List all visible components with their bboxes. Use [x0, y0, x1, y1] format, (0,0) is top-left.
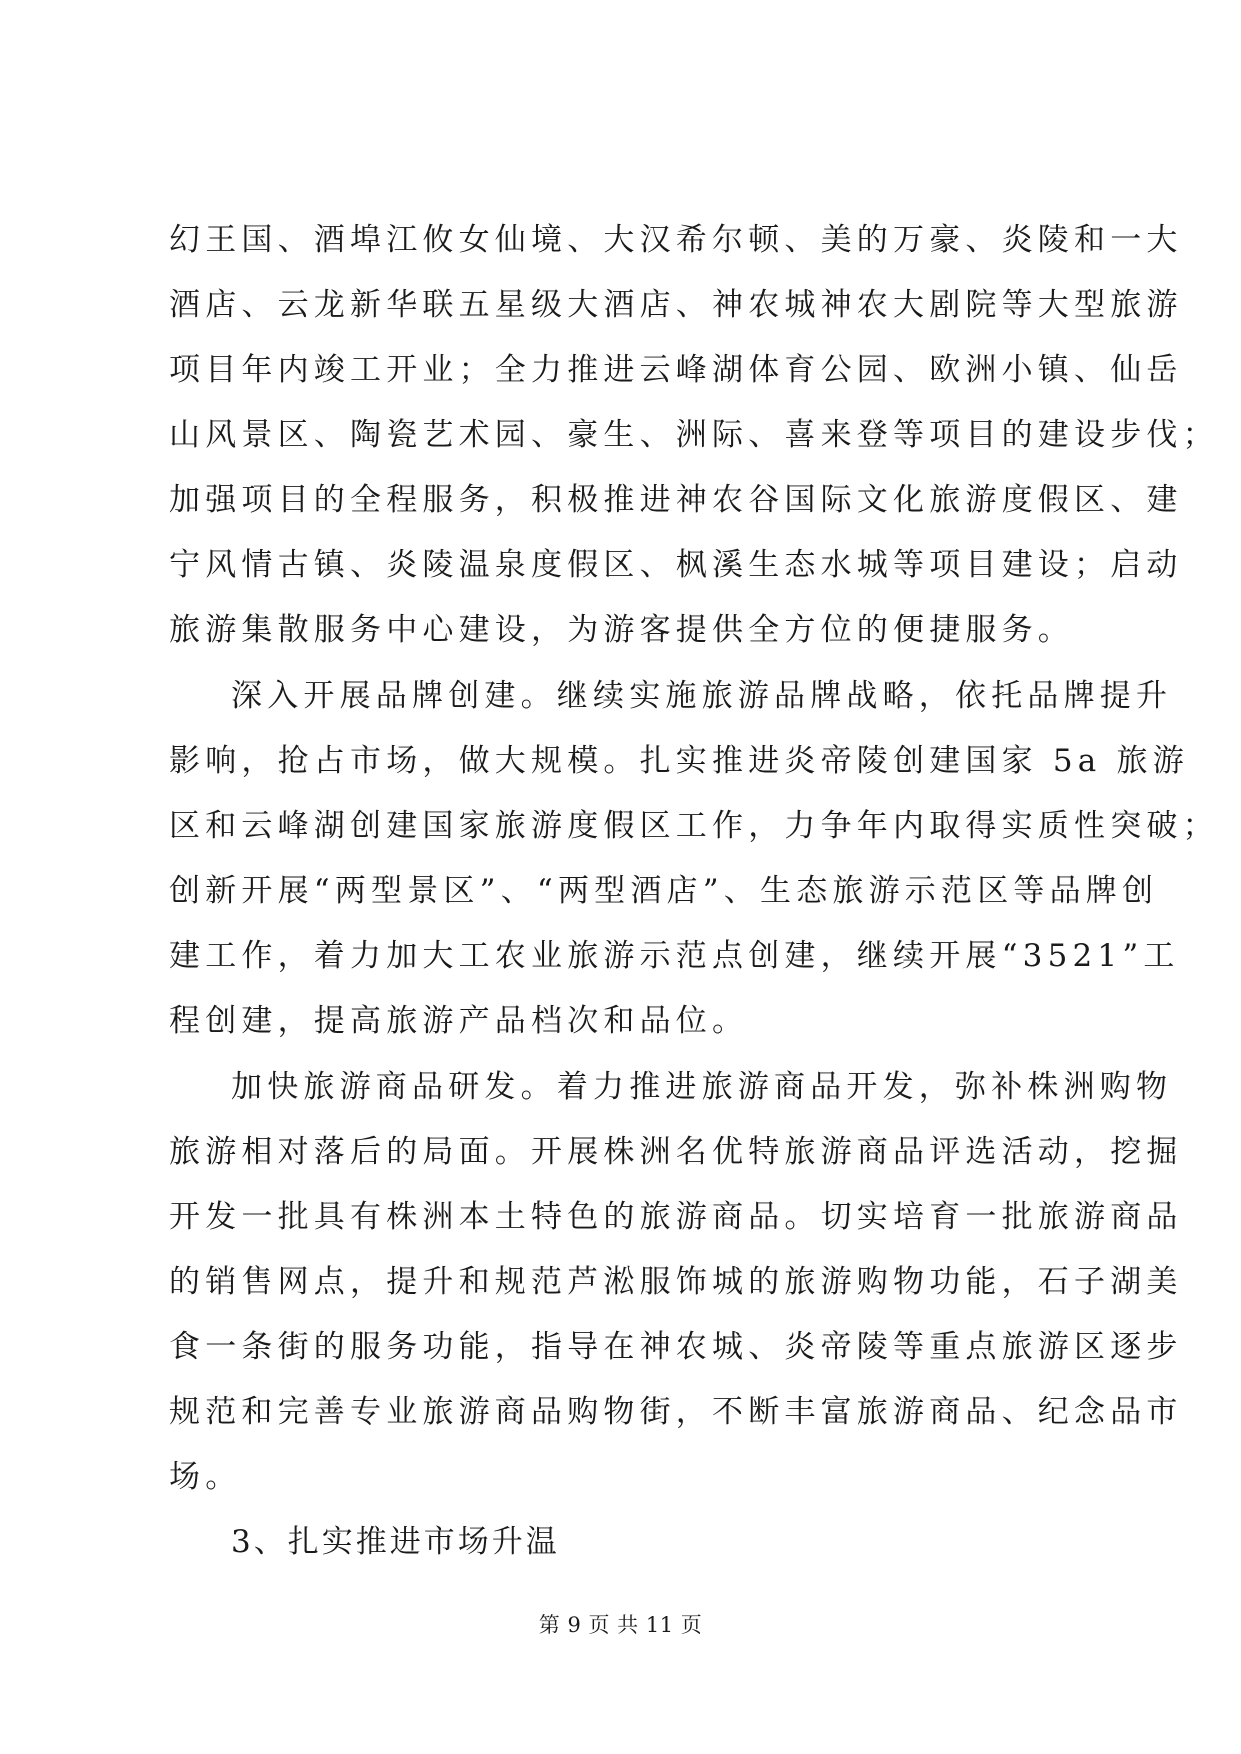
paragraph-3-line-4: 的销售网点，提升和规范芦淞服饰城的旅游购物功能，石子湖美 — [169, 1264, 1183, 1300]
paragraph-1-line-2: 酒店、云龙新华联五星级大酒店、神农城神农大剧院等大型旅游 — [169, 287, 1183, 323]
section-heading: 3、扎实推进市场升温 — [231, 1524, 560, 1560]
paragraph-1-line-4: 山风景区、陶瓷艺术园、豪生、洲际、喜来登等项目的建设步伐； — [169, 417, 1219, 453]
page-footer: 第 9 页 共 11 页 — [538, 1613, 703, 1637]
paragraph-2-line-2: 影响，抢占市场，做大规模。扎实推进炎帝陵创建国家 5a 旅游 — [169, 743, 1189, 779]
paragraph-1-line-1: 幻王国、酒埠江攸女仙境、大汉希尔顿、美的万豪、炎陵和一大 — [169, 222, 1183, 258]
paragraph-1-line-5: 加强项目的全程服务，积极推进神农谷国际文化旅游度假区、建 — [169, 482, 1183, 518]
paragraph-3-line-1: 加快旅游商品研发。着力推进旅游商品开发，弥补株洲购物 — [231, 1069, 1173, 1105]
paragraph-1-line-6: 宁风情古镇、炎陵温泉度假区、枫溪生态水城等项目建设；启动 — [169, 547, 1183, 583]
paragraph-2-line-5: 建工作，着力加大工农业旅游示范点创建，继续开展“3521”工 — [169, 938, 1180, 974]
paragraph-2-line-3: 区和云峰湖创建国家旅游度假区工作，力争年内取得实质性突破； — [169, 808, 1219, 844]
paragraph-1-line-3: 项目年内竣工开业；全力推进云峰湖体育公园、欧洲小镇、仙岳 — [169, 352, 1183, 388]
paragraph-2-line-1: 深入开展品牌创建。继续实施旅游品牌战略，依托品牌提升 — [231, 678, 1173, 714]
paragraph-3-line-2: 旅游相对落后的局面。开展株洲名优特旅游商品评选活动，挖掘 — [169, 1134, 1183, 1170]
paragraph-3-line-5: 食一条街的服务功能，指导在神农城、炎帝陵等重点旅游区逐步 — [169, 1329, 1183, 1365]
paragraph-3-line-3: 开发一批具有株洲本土特色的旅游商品。切实培育一批旅游商品 — [169, 1199, 1183, 1235]
paragraph-3-line-6: 规范和完善专业旅游商品购物街，不断丰富旅游商品、纪念品市 — [169, 1394, 1183, 1430]
paragraph-2-line-6: 程创建，提高旅游产品档次和品位。 — [169, 1003, 749, 1039]
paragraph-1-line-7: 旅游集散服务中心建设，为游客提供全方位的便捷服务。 — [169, 612, 1074, 648]
paragraph-2-line-4: 创新开展“两型景区”、“两型酒店”、生态旅游示范区等品牌创 — [169, 873, 1159, 909]
paragraph-3-line-7: 场。 — [169, 1459, 242, 1495]
